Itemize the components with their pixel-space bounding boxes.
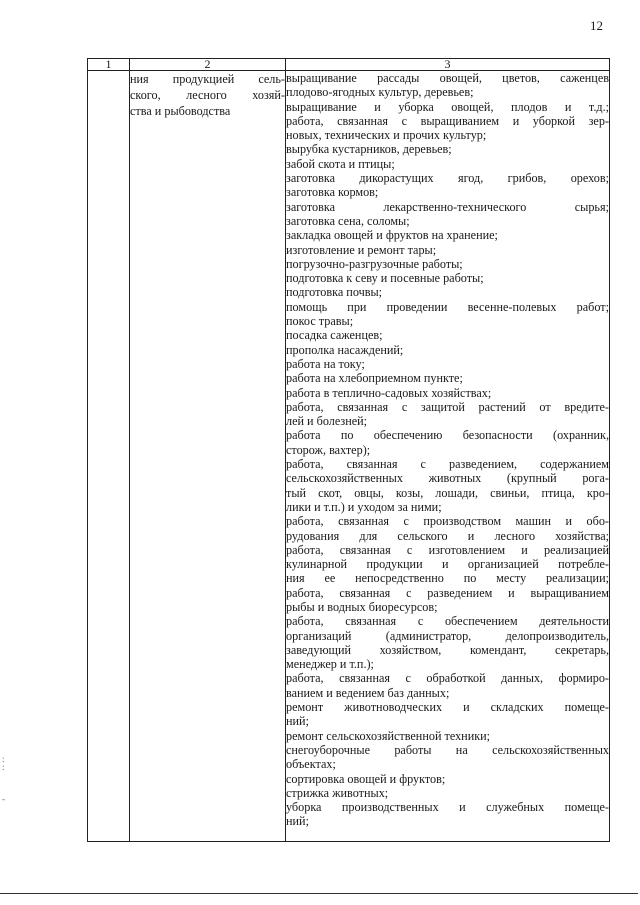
activity-line: работа, связанная с обеспечением деятельности	[286, 614, 609, 629]
activity-line: работа, связанная с разведением, содержанием	[286, 457, 609, 472]
column-header-2: 2	[130, 59, 286, 71]
activity-line: менеджер и т.п.);	[286, 657, 374, 672]
activity-line: работа в теплично-садовых хозяйствах;	[286, 385, 492, 400]
activity-line: закладка овощей и фруктов на хранение;	[286, 228, 498, 243]
activity-line: работа на хлебоприемном пункте;	[286, 371, 463, 386]
activity-line: заготовка дикорастущих ягод, грибов, орехов;	[286, 171, 609, 186]
category-line: ского, лесного хозяй-	[130, 88, 285, 102]
activity-line: работа, связанная с выращиванием и уборкой зер-	[286, 113, 609, 128]
activity-line: забой скота и птицы;	[286, 156, 395, 171]
activity-line: погрузочно-разгрузочные работы;	[286, 256, 463, 271]
activity-line: помощь при проведении весенне-полевых работ;	[286, 299, 609, 314]
activity-line: ний;	[286, 814, 309, 829]
activity-line: объектах;	[286, 757, 336, 772]
activity-line: посадка саженцев;	[286, 328, 383, 343]
activity-line: работа на току;	[286, 356, 365, 371]
activity-line: ванием и ведением баз данных;	[286, 685, 450, 700]
activity-line: вырубка кустарников, деревьев;	[286, 142, 452, 157]
cell-category	[130, 71, 286, 842]
activity-line: организаций (администратор, делопроизводитель,	[286, 628, 609, 643]
activity-line: снегоуборочные работы на сельскохозяйственных	[286, 742, 609, 757]
activity-line: заведующий хозяйством, комендант, секретарь,	[286, 642, 609, 657]
activity-line: рыбы и водных биоресурсов;	[286, 599, 438, 614]
activity-line: ния ее непосредственно по месту реализации;	[286, 571, 609, 586]
activity-line: работа, связанная с разведением и выращиванием	[286, 585, 609, 600]
activity-line: сельскохозяйственных животных (крупный рога-	[286, 471, 609, 486]
activity-line: новых, технических и прочих культур;	[286, 128, 487, 143]
activity-line: покос травы;	[286, 314, 354, 329]
activity-line: работа, связанная с производством машин и обо-	[286, 514, 609, 529]
activity-line: работа, связанная с защитой растений от вредите-	[286, 399, 609, 414]
activity-line: ремонт сельскохозяйственной техники;	[286, 728, 491, 743]
activity-line: работа по обеспечению безопасности (охранник,	[286, 428, 609, 443]
activity-line: изготовление и ремонт тары;	[286, 242, 437, 257]
activity-line: заготовка лекарственно-технического сырья;	[286, 199, 609, 214]
activities-table	[87, 58, 610, 842]
cell-activities	[286, 71, 610, 842]
table-row	[88, 71, 610, 842]
activity-line: плодово-ягодных культур, деревьев;	[286, 85, 474, 100]
cell-number	[88, 71, 130, 842]
activity-line: ний;	[286, 714, 309, 729]
activity-line: стрижка животных;	[286, 785, 389, 800]
activities-list	[286, 71, 609, 829]
scan-artifact-marks: : : -	[2, 754, 5, 804]
activity-line: сторож, вахтер);	[286, 442, 371, 457]
activity-line: работа, связанная с обработкой данных, формиро-	[286, 671, 609, 686]
column-header-1: 1	[88, 59, 130, 71]
column-header-3: 3	[286, 59, 610, 71]
activity-line: выращивание рассады овощей, цветов, саженцев	[286, 71, 609, 85]
activity-line: кулинарной продукции и организацией потребле-	[286, 557, 609, 572]
activity-line: подготовка почвы;	[286, 285, 383, 300]
activity-line: заготовка сена, соломы;	[286, 213, 410, 228]
activity-line: тый скот, овцы, козы, лошади, свиньи, птица, кро-	[286, 485, 609, 500]
activity-line: работа, связанная с изготовлением и реализацией	[286, 542, 609, 557]
category-line: ства и рыбоводства	[130, 104, 231, 118]
header-row	[88, 59, 610, 71]
page-bottom-rule	[0, 893, 638, 894]
activity-line: рудования для сельского и лесного хозяйства;	[286, 528, 609, 543]
activity-line: выращивание и уборка овощей, плодов и т.д.;	[286, 99, 609, 114]
activity-line: уборка производственных и служебных помеще-	[286, 800, 609, 815]
activity-line: прополка насаждений;	[286, 342, 404, 357]
activity-line: ремонт животноводческих и складских помеще-	[286, 700, 609, 715]
activity-line: подготовка к севу и посевные работы;	[286, 271, 484, 286]
activity-line: лей и болезней;	[286, 414, 368, 429]
category-line: ния продукцией сель-	[130, 72, 285, 86]
activity-line: лики и т.п.) и уходом за ними;	[286, 499, 442, 514]
page-number: 12	[590, 18, 603, 33]
activity-line: заготовка кормов;	[286, 185, 379, 200]
activity-line: сортировка овощей и фруктов;	[286, 771, 446, 786]
category-text	[130, 71, 285, 119]
